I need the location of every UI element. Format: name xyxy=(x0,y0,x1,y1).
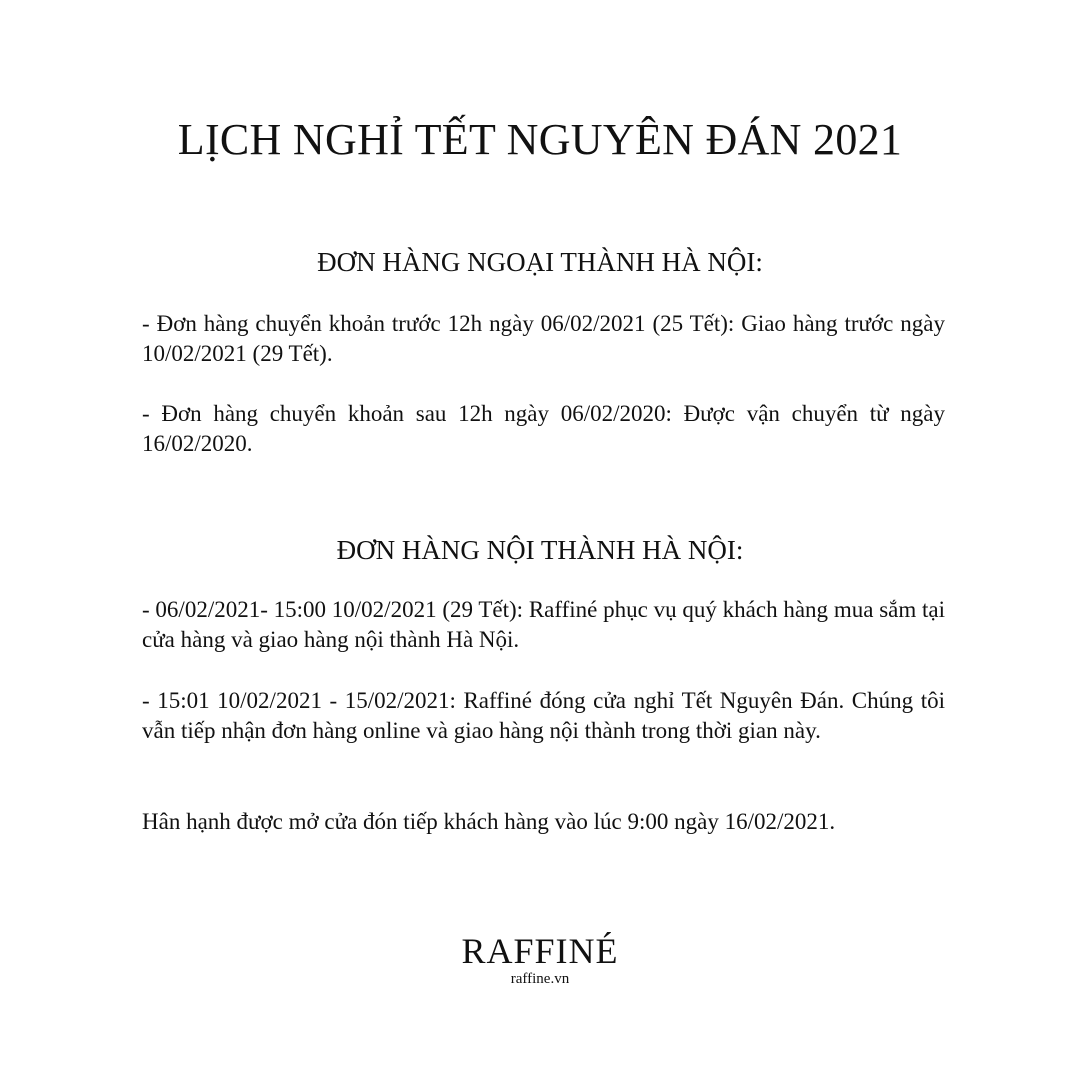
inner-hanoi-item-1: - 06/02/2021- 15:00 10/02/2021 (29 Tết): Raffiné phục vụ quý khách hàng mua sắm tại cửa hàng và giao hàng nội thành Hà Nội. xyxy=(142,597,945,652)
page-title: LỊCH NGHỈ TẾT NGUYÊN ĐÁN 2021 xyxy=(177,115,903,164)
inner-hanoi-item-2: - 15:01 10/02/2021 - 15/02/2021: Raffiné đóng cửa nghỉ Tết Nguyên Đán. Chúng tôi vẫn tiếp nhận đơn hàng online và giao hàng nội thành trong thời gian này. xyxy=(142,688,945,743)
brand-website: raffine.vn xyxy=(510,971,570,987)
section-heading-outer-hanoi: ĐƠN HÀNG NGOẠI THÀNH HÀ NỘI: xyxy=(317,247,763,277)
section-heading-inner-hanoi: ĐƠN HÀNG NỘI THÀNH HÀ NỘI: xyxy=(336,535,744,565)
brand-logo: RAFFINÉ xyxy=(461,931,619,971)
closing-note: Hân hạnh được mở cửa đón tiếp khách hàng vào lúc 9:00 ngày 16/02/2021. xyxy=(142,809,836,834)
outer-hanoi-item-1: - Đơn hàng chuyển khoản trước 12h ngày 06/02/2021 (25 Tết): Giao hàng trước ngày 10/02/2021 (29 Tết). xyxy=(142,311,945,366)
outer-hanoi-item-2: - Đơn hàng chuyển khoản sau 12h ngày 06/02/2020: Được vận chuyển từ ngày 16/02/2020. xyxy=(142,401,945,456)
